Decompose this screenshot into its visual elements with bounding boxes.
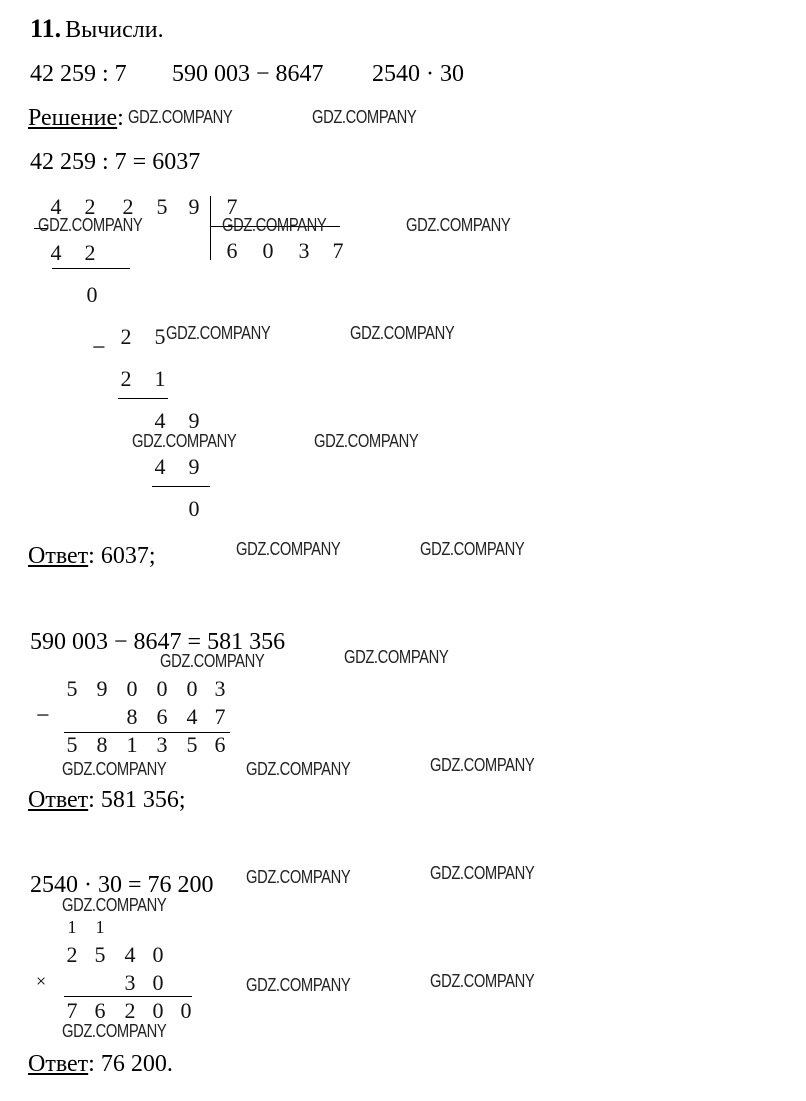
multiplication-result-digit: 0	[180, 998, 192, 1023]
watermark: GDZ.COMPANY	[420, 539, 525, 559]
division-answer-value: : 6037;	[88, 543, 156, 569]
watermark: GDZ.COMPANY	[222, 215, 327, 235]
watermark: GDZ.COMPANY	[166, 323, 271, 343]
division-step1-sub-digit: 4	[50, 240, 62, 265]
multiplication-line	[64, 996, 192, 997]
division-step1-sub-digit: 2	[84, 240, 96, 265]
multiplication-answer-value: : 76 200.	[88, 1051, 173, 1077]
watermark: GDZ.COMPANY	[62, 1021, 167, 1041]
subtraction-equation: 590 003 − 8647 = 581 356	[30, 629, 286, 655]
multiplication-result-digit: 7	[66, 998, 78, 1023]
watermark: GDZ.COMPANY	[350, 323, 455, 343]
subtraction-answer	[28, 788, 186, 812]
solution-label: Решение	[28, 105, 118, 131]
division-step3-top-digit: 4	[154, 408, 166, 433]
multiplication-result-digit: 0	[152, 998, 164, 1023]
division-step3-top-digit: 9	[188, 408, 200, 433]
division-step1-line	[52, 268, 130, 269]
division-step2-sub-digit: 1	[154, 366, 166, 391]
division-quotient-digit: 3	[298, 238, 310, 263]
answer-label: Ответ	[28, 787, 89, 813]
subtraction-result-digit: 5	[186, 732, 198, 757]
exercise-title	[30, 16, 164, 42]
subtraction-answer-value: : 581 356;	[88, 787, 186, 813]
multiplication-carry-digit: 1	[67, 917, 77, 937]
division-step2-sub-digit: 2	[120, 366, 132, 391]
multiplication-bottom-digit: 3	[124, 970, 136, 995]
watermark: GDZ.COMPANY	[62, 895, 167, 915]
watermark: GDZ.COMPANY	[128, 107, 233, 127]
subtraction-result-digit: 8	[96, 732, 108, 757]
subtraction-result-digit: 3	[156, 732, 168, 757]
subtraction-top-digit: 0	[126, 676, 138, 701]
watermark: GDZ.COMPANY	[236, 539, 341, 559]
watermark: GDZ.COMPANY	[38, 215, 143, 235]
task-3: 2540 · 30	[372, 61, 464, 87]
division-quotient-digit: 7	[332, 238, 344, 263]
task-1: 42 259 : 7	[30, 61, 127, 87]
multiplication-top-digit: 2	[66, 942, 78, 967]
subtraction-top-digit: 5	[66, 676, 78, 701]
division-step2-line	[118, 398, 168, 399]
division-step1-remainder: 0	[86, 282, 98, 307]
watermark: GDZ.COMPANY	[246, 867, 351, 887]
watermark: GDZ.COMPANY	[430, 755, 535, 775]
subtraction-bottom-digit: 4	[186, 704, 198, 729]
subtraction-top-digit: 0	[156, 676, 168, 701]
watermark: GDZ.COMPANY	[406, 215, 511, 235]
division-equation: 42 259 : 7 = 6037	[30, 149, 201, 175]
exercise-number: 11.	[30, 14, 62, 43]
division-dividend-digit: 2	[122, 194, 134, 219]
subtraction-result-digit: 1	[126, 732, 138, 757]
division-step3-sub-digit: 9	[188, 454, 200, 479]
watermark: GDZ.COMPANY	[246, 759, 351, 779]
division-step3-line	[152, 486, 210, 487]
multiplication-bottom-digit: 0	[152, 970, 164, 995]
subtraction-top-digit: 3	[214, 676, 226, 701]
watermark: GDZ.COMPANY	[430, 971, 535, 991]
division-answer	[28, 544, 156, 568]
division-divisor: 7	[226, 194, 238, 219]
watermark: GDZ.COMPANY	[132, 431, 237, 451]
subtraction-result-digit: 6	[214, 732, 226, 757]
multiplication-top-digit: 4	[124, 942, 136, 967]
multiplication-top-digit: 0	[152, 942, 164, 967]
watermark: GDZ.COMPANY	[246, 975, 351, 995]
multiplication-sign: ×	[36, 971, 47, 991]
multiplication-result-digit: 2	[124, 998, 136, 1023]
division-quotient-digit: 0	[262, 238, 274, 263]
subtraction-bottom-digit: 8	[126, 704, 138, 729]
division-step2-minus: −	[92, 335, 106, 361]
division-dividend-digit: 5	[156, 194, 168, 219]
subtraction-bottom-digit: 7	[214, 704, 226, 729]
subtraction-top-digit: 9	[96, 676, 108, 701]
watermark: GDZ.COMPANY	[314, 431, 419, 451]
subtraction-top-digit: 0	[186, 676, 198, 701]
division-dividend-digit: 2	[84, 194, 96, 219]
subtraction-line	[64, 732, 230, 733]
solution-heading	[28, 106, 124, 130]
watermark: GDZ.COMPANY	[160, 651, 265, 671]
division-dividend-digit: 4	[50, 194, 62, 219]
answer-label: Ответ	[28, 543, 89, 569]
multiplication-answer	[28, 1052, 173, 1076]
subtraction-result-digit: 5	[66, 732, 78, 757]
multiplication-top-digit: 5	[94, 942, 106, 967]
solution-colon: :	[117, 105, 124, 131]
watermark: GDZ.COMPANY	[312, 107, 417, 127]
multiplication-carry-digit: 1	[95, 917, 105, 937]
subtraction-sign: −	[36, 703, 50, 729]
division-quotient-digit: 6	[226, 238, 238, 263]
watermark: GDZ.COMPANY	[62, 759, 167, 779]
multiplication-result-digit: 6	[94, 998, 106, 1023]
multiplication-equation: 2540 · 30 = 76 200	[30, 872, 214, 898]
task-2: 590 003 − 8647	[172, 61, 324, 87]
division-step2-top-digit: 2	[120, 324, 132, 349]
watermark: GDZ.COMPANY	[344, 647, 449, 667]
division-bracket-vertical	[210, 196, 211, 260]
exercise-instruction: Вычисли.	[65, 17, 164, 43]
subtraction-bottom-digit: 6	[156, 704, 168, 729]
answer-label: Ответ	[28, 1051, 89, 1077]
division-step2-top-digit: 5	[154, 324, 166, 349]
division-step3-sub-digit: 4	[154, 454, 166, 479]
division-dividend-digit: 9	[188, 194, 200, 219]
watermark: GDZ.COMPANY	[430, 863, 535, 883]
division-final-remainder: 0	[188, 496, 200, 521]
